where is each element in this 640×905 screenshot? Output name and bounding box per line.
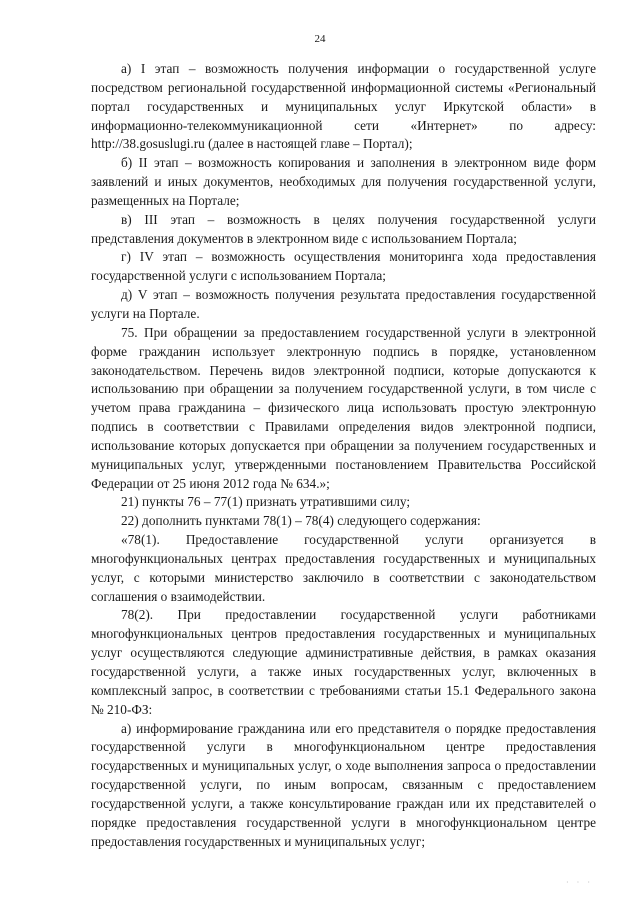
paragraph-stage-3: в) III этап – возможность в целях получения государственной услуги представления документов в электронном виде с использованием Портала; [91,211,596,246]
paragraph-item-22: 22) дополнить пунктами 78(1) – 78(4) следующего содержания: [121,513,481,529]
paragraph-78-2: 78(2). При предоставлении государственной услуги работниками многофункциональных центров предоставления государственных и муниципальных услуг осуществляются следующие административные действия, в рамках оказания государственной услуги, а также иных государственных услуг, включенных в комплексный запрос, в соответствии с требованиями статьи 15.1 Федерального закона № 210-ФЗ: [91,607,596,717]
paragraph-stage-2: б) II этап – возможность копирования и заполнения в электронном виде форм заявлений и иных документов, необходимых для получения государственной услуги, размещенных на Портале; [91,155,596,208]
paragraph-78-2-a: а) информирование гражданина или его представителя о порядке предоставления государственной услуги в многофункциональном центре предоставления государственных и муниципальных услуг, о ходе выполнения запроса о предоставлении государственной услуги, по иным вопросам, связанным с предоставлением государственной услуги, а также консультирование граждан или их представителей о порядке предоставления государственной услуги в многофункциональном центре предоставления государственных и муниципальных услуг; [91,720,596,849]
paragraph-75: 75. При обращении за предоставлением государственной услуги в электронной форме гражданин использует электронную подпись в порядке, установленном законодательством. Перечень видов электронной подписи, которые допускаются к использованию при обращении за получением государственной услуги, в том числе с учетом права гражданина – физического лица использовать простую электронную подпись в соответствии с Правилами определения видов электронной подписи, использование которых допускается при обращении за получением государственных и муниципальных услуг, утвержденными постановлением Правительства Российской Федерации от 25 июня 2012 года № 634.»; [91,324,596,491]
document-body [91,60,596,851]
paragraph-stage-5: д) V этап – возможность получения результата предоставления государственной услуги на Портале. [91,287,596,321]
scan-artifact-marks: · · · [566,878,593,887]
paragraph-stage-1: а) I этап – возможность получения информации о государственной услуге посредством региональной государственной информационной системы «Региональный портал государственных и муниципальных услуг Иркутской области» в информационно-телекоммуникационной сети «Интернет» по адресу: http://38.gosuslugi.ru (далее в настоящей главе – Портал); [91,61,596,152]
paragraph-item-21: 21) пункты 76 – 77(1) признать утратившими силу; [121,494,411,510]
page-number: 24 [314,33,326,45]
paragraph-78-1: «78(1). Предоставление государственной услуги организуется в многофункциональных центрах предоставления государственных и муниципальных услуг, с которыми министерство заключило в соответствии с законодательством соглашения о взаимодействии. [91,532,596,604]
paragraph-stage-4: г) IV этап – возможность осуществления мониторинга хода предоставления государственной услуги с использованием Портала; [91,249,596,284]
